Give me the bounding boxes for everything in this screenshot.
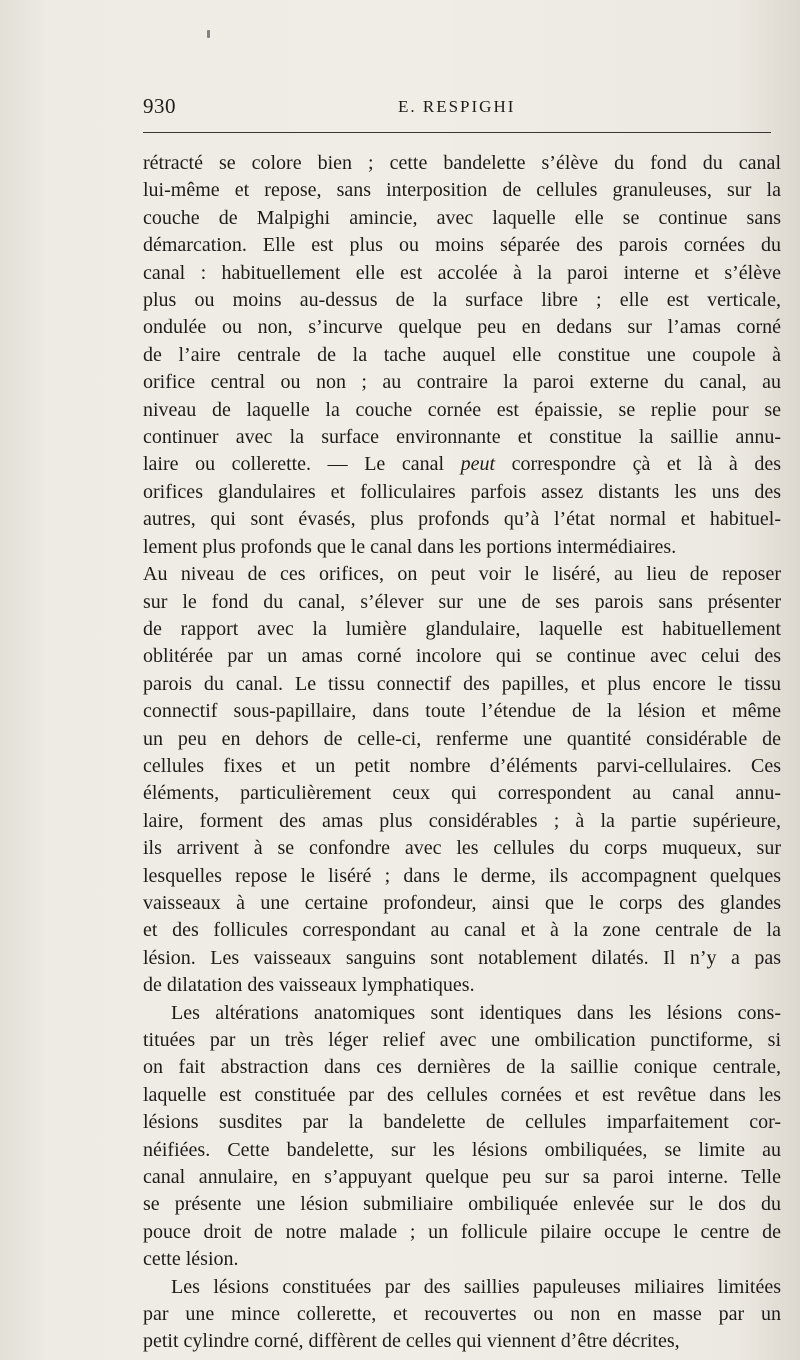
text-line: autres, qui sont évasés, plus profonds qu’à l’état normal et habituel- bbox=[143, 508, 781, 531]
text-line: se présente une lésion submiliaire ombiliquée enlevée sur le dos du bbox=[143, 1193, 781, 1216]
text-line: lement plus profonds que le canal dans les portions intermédiaires. bbox=[143, 535, 677, 558]
text-line: laquelle est constituée par des cellules cornées et est revêtue dans les bbox=[143, 1083, 781, 1106]
text-line: de rapport avec la lumière glandulaire, laquelle est habituellement bbox=[143, 617, 781, 640]
text-line: de l’aire centrale de la tache auquel elle constitue une coupole à bbox=[143, 343, 781, 366]
body-text bbox=[143, 150, 781, 1356]
text-line: Les altérations anatomiques sont identiques dans les lésions cons- bbox=[171, 1001, 781, 1024]
text-line: oblitérée par un amas corné incolore qui se continue avec celui des bbox=[143, 645, 781, 668]
running-head: E. RESPIGHI bbox=[398, 97, 516, 116]
page-header bbox=[143, 94, 773, 124]
text-line: petit cylindre corné, diffèrent de celles qui viennent d’être décrites, bbox=[143, 1330, 680, 1353]
text-line: Les lésions constituées par des saillies papuleuses miliaires limitées bbox=[171, 1275, 781, 1298]
text-line: ondulée ou non, s’incurve quelque peu en dedans sur l’amas corné bbox=[143, 316, 781, 339]
text-line: lesquelles repose le liséré ; dans le derme, ils accompagnent quelques bbox=[143, 864, 781, 887]
text-line: Au niveau de ces orifices, on peut voir le liséré, au lieu de reposer bbox=[143, 563, 781, 586]
text-line: orifice central ou non ; au contraire la paroi externe du canal, au bbox=[143, 371, 781, 394]
text-line: plus ou moins au-dessus de la surface libre ; elle est verticale, bbox=[143, 289, 781, 312]
text-line: on fait abstraction dans ces dernières de la saillie conique centrale, bbox=[143, 1056, 781, 1079]
text-line: orifices glandulaires et folliculaires parfois assez distants les uns des bbox=[143, 480, 781, 503]
ink-speck bbox=[207, 30, 210, 38]
text-line: connectif sous-papillaire, dans toute l’étendue de la lésion et même bbox=[143, 700, 781, 723]
text-line: de dilatation des vaisseaux lymphatiques. bbox=[143, 974, 475, 997]
text-line: niveau de laquelle la couche cornée est épaissie, se replie pour se bbox=[143, 398, 781, 421]
text-line: éléments, particulièrement ceux qui correspondent au canal annu- bbox=[143, 782, 781, 805]
text-line: couche de Malpighi amincie, avec laquelle elle se continue sans bbox=[143, 206, 781, 229]
text-line: un peu en dehors de celle-ci, renferme une quantité considérable de bbox=[143, 727, 781, 750]
text-line: cette lésion. bbox=[143, 1248, 239, 1271]
italic-word: peut bbox=[460, 453, 496, 476]
header-rule bbox=[143, 132, 771, 133]
page-number: 930 bbox=[143, 94, 176, 118]
text-line: par une mince collerette, et recouvertes ou non en masse par un bbox=[143, 1303, 781, 1326]
text-line: tituées par un très léger relief avec une ombilication punctiforme, si bbox=[143, 1029, 781, 1051]
text-segment: laire ou collerette. — Le canal bbox=[143, 453, 461, 476]
text-line: sur le fond du canal, s’élever sur une de ses parois sans présenter bbox=[143, 590, 781, 613]
text-line: canal : habituellement elle est accolée à la paroi interne et s’élève bbox=[143, 261, 781, 284]
text-line: parois du canal. Le tissu connectif des papilles, et plus encore le tissu bbox=[143, 672, 781, 695]
text-line: cellules fixes et un petit nombre d’éléments parvi-cellulaires. Ces bbox=[143, 754, 781, 777]
text-line: rétracté se colore bien ; cette bandelette s’élève du fond du canal bbox=[143, 152, 781, 174]
text-line: ils arrivent à se confondre avec les cellules du corps muqueux, sur bbox=[143, 837, 781, 860]
text-segment: correspondre çà et là à des bbox=[495, 453, 781, 476]
text-line: lui-même et repose, sans interposition de cellules granuleuses, sur la bbox=[143, 179, 781, 202]
text-line: démarcation. Elle est plus ou moins séparée des parois cornées du bbox=[143, 234, 781, 257]
text-line: canal annulaire, en s’appuyant quelque peu sur sa paroi interne. Telle bbox=[143, 1166, 781, 1189]
text-line: vaisseaux à une certaine profondeur, ainsi que le corps des glandes bbox=[143, 891, 781, 914]
text-line: laire, forment des amas plus considérables ; à la partie supérieure, bbox=[143, 809, 781, 832]
text-line: lésion. Les vaisseaux sanguins sont notablement dilatés. Il n’y a pas bbox=[143, 946, 781, 969]
text-line bbox=[143, 451, 781, 478]
text-line: et des follicules correspondant au canal et à la zone centrale de la bbox=[143, 919, 781, 942]
text-line: continuer avec la surface environnante et constitue la saillie annu- bbox=[143, 426, 781, 449]
text-line: lésions susdites par la bandelette de cellules imparfaitement cor- bbox=[143, 1111, 781, 1134]
text-line: pouce droit de notre malade ; un follicule pilaire occupe le centre de bbox=[143, 1220, 781, 1243]
text-line: néifiées. Cette bandelette, sur les lésions ombiliquées, se limite au bbox=[143, 1138, 781, 1161]
